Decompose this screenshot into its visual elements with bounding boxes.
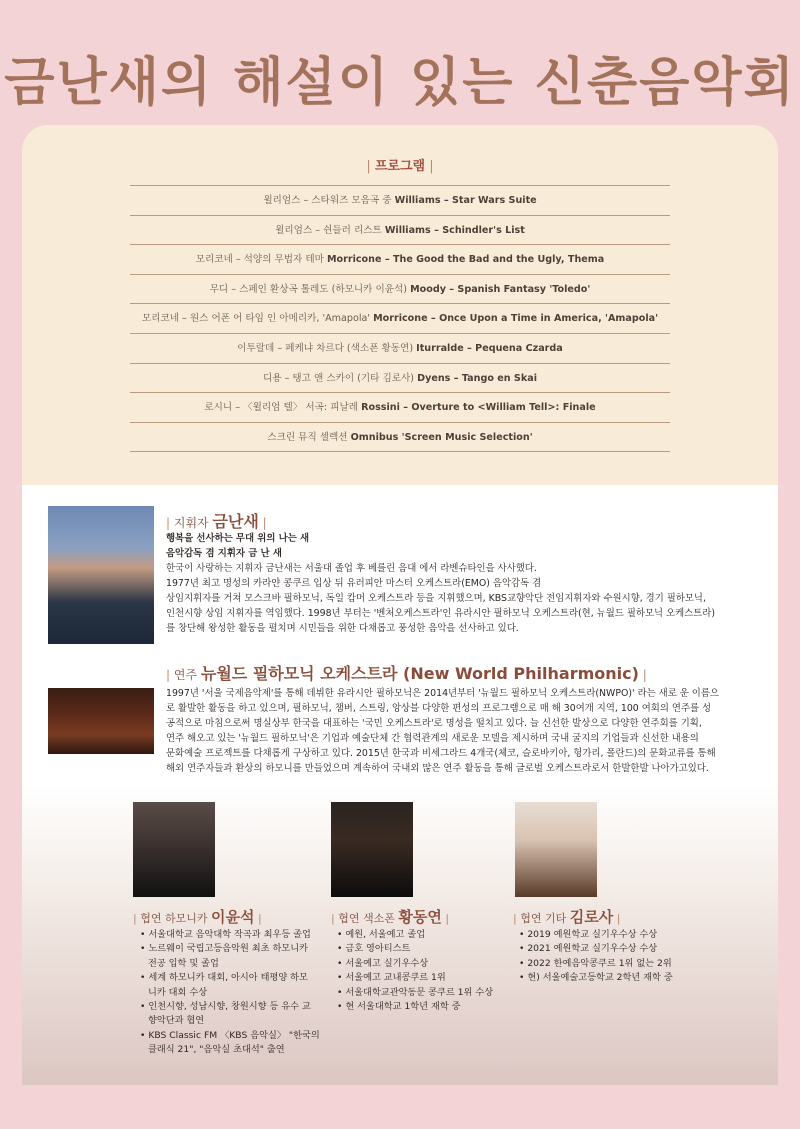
- soloist-photo-saxophone: [331, 802, 413, 897]
- list-item: • 인천시향, 성남시향, 창원시향 등 유수 교: [140, 1001, 311, 1013]
- list-item: • 금호 영아티스트: [337, 943, 411, 955]
- program-header: | 프로그램 |: [366, 159, 434, 174]
- orchestra-photo: [48, 688, 154, 754]
- orchestra-title: | 연주 뉴월드 필하모닉 오케스트라 (New World Philharmonic) |: [166, 664, 647, 683]
- program-item: 이투랄데 – 페케냐 차르다 (색소폰 황동연) Iturralde – Pequena Czarda: [130, 334, 670, 364]
- list-item: • 현 서울대학교 1학년 재학 중: [337, 1001, 461, 1013]
- list-item: • 예원, 서울예고 졸업: [337, 929, 426, 940]
- list-item: • 서울예고 실기우수상: [337, 957, 429, 969]
- program-item: 무디 – 스페인 환상곡 톨레도 (하모니카 이윤석) Moody – Spanish Fantasy 'Toledo': [130, 275, 670, 305]
- orchestra-name: 뉴월드 필하모닉 오케스트라 (New World Philharmonic): [200, 664, 639, 683]
- program-list: [130, 185, 670, 452]
- soloist-photo-guitar: [515, 802, 597, 897]
- soloist-title-saxophone: | 협연 색소폰 황동연 |: [331, 908, 450, 926]
- list-item: • 서울예고 교내콩쿠르 1위: [337, 972, 446, 984]
- soloist-title-harmonica: | 협연 하모니카 이윤석 |: [133, 908, 262, 926]
- soloist-list-guitar: [519, 928, 719, 986]
- conductor-name: 금난새: [212, 512, 259, 531]
- soloist-list-saxophone: [337, 928, 517, 1014]
- soloist-list-harmonica: [140, 928, 320, 1058]
- list-item: • 세계 하모니카 대회, 아시아 태평양 하모: [140, 972, 308, 984]
- list-item: • 현) 서울예술고등학교 2학년 재학 중: [519, 972, 673, 984]
- soloist-photo-harmonica: [133, 802, 215, 897]
- program-item: 윌리엄스 – 스타워즈 모음곡 중 Williams – Star Wars Suite: [130, 186, 670, 216]
- list-item: • 서울대학교관악동문 콩쿠르 1위 수상: [337, 986, 494, 998]
- orchestra-bio: 1997년 '서울 국제음악제'를 통해 데뷔한 유라시안 필하모닉은 2014년부터 '뉴월드 필하모닉 오케스트라(NWPO)' 라는 새로 운 이름으 로 활발한 활동을 하고 있으며, 필하모닉, 챔버, 스트링, 앙상블 다양한 편성의 프로그램으로 매 해 30여개 지역, 100 여회의 연주를 성 공적으로 마침으로써 명실상부 한국을 대표하는 '국민 오케스트라'로 명성을 떨치고 있다. 늘 신선한 발상으로 다양한 연주회를 기획, 연주 해오고 있는 '뉴월드 필하모닉'은 기업과 예술단체 간 협력관계의 새로운 모델을 제시하며 국내 굴지의 기업들과 신선한 내용의 문화예술 프로젝트를 다채롭게 구상하고 있다. 2015년 한국과 비세그라드 4개국(체코, 슬로바키아, 헝가리, 폴란드)의 문화교류를 통해 해외 연주자들과 환상의 하모니를 만들었으며 계속하여 국내외 많은 연주 활동을 통해 글로벌 오케스트라로서 한발한발 나아가고있다.: [166, 688, 719, 774]
- conductor-title: | 지휘자 금난새 |: [166, 512, 267, 531]
- program-item: 윌리엄스 – 쉰들러 리스트 Williams – Schindler's List: [130, 216, 670, 246]
- list-item: • KBS Classic FM 〈KBS 음악실〉 "한국의: [140, 1029, 320, 1041]
- list-item: • 노르웨이 국립고등음악원 최초 하모니카: [140, 943, 308, 955]
- list-item: • 2019 예원학교 실기우수상 수상: [519, 929, 658, 940]
- list-item: • 2022 한예음악콩쿠르 1위 없는 2위: [519, 957, 672, 969]
- list-item: • 2021 예원학교 실기우수상 수상: [519, 943, 658, 955]
- program-item: 모리코네 – 원스 어폰 어 타임 인 아메리카, 'Amapola' Morricone – Once Upon a Time in America, 'Amapola': [130, 304, 670, 334]
- soloist-title-guitar: | 협연 기타 김로사 |: [513, 908, 621, 926]
- program-item: 스크린 뮤직 셀렉션 Omnibus 'Screen Music Selection': [130, 423, 670, 453]
- list-item: 클래식 21", "음악실 초대석" 출연: [148, 1044, 285, 1056]
- list-item: • 서울대학교 음악대학 작곡과 최우등 졸업: [140, 929, 311, 940]
- list-item: 향악단과 협연: [148, 1015, 205, 1027]
- program-box: [22, 125, 778, 485]
- program-item: 로시니 – 〈윌리엄 텔〉 서곡: 피날레 Rossini – Overture to <William Tell>: Finale: [130, 393, 670, 423]
- conductor-photo: [48, 506, 154, 644]
- list-item: 니카 대회 수상: [148, 986, 208, 998]
- page-title: 금난새의 해설이 있는 신춘음악회: [4, 53, 796, 113]
- list-item: 전공 입학 및 졸업: [148, 957, 219, 969]
- conductor-bio: 행복을 선사하는 무대 위의 나는 새 음악감독 겸 지휘자 금 난 새 한국이 사랑하는 지휘자 금난새는 서울대 졸업 후 베를린 음대 에서 라벤슈타인을 사사했다. 1977년 최고 명성의 카라얀 콩쿠르 입상 뒤 유러피안 마스터 오케스트라(EMO) 음악감독 겸 상임지휘자를 거쳐 모스크바 필하모닉, 독일 캄머 오케스트라 등을 지휘했으며, KBS교향악단 전임지휘자와 수원시향, 경기 필하모닉, 인천시향 상임 지휘자를 역임했다. 1998년 부터는 '벤처오케스트라'인 유라시안 필하모닉 오케스트라(현, 뉴월드 필하모닉 오케스트라) 를 창단해 왕성한 활동을 펼치며 시민들을 위한 다채롭고 풍성한 음악을 선사하고 있다.: [166, 533, 715, 634]
- program-item: 모리코네 – 석양의 무법자 테마 Morricone – The Good the Bad and the Ugly, Thema: [130, 245, 670, 275]
- program-item: 디용 – 탱고 앤 스카이 (기타 김로사) Dyens – Tango en Skai: [130, 364, 670, 394]
